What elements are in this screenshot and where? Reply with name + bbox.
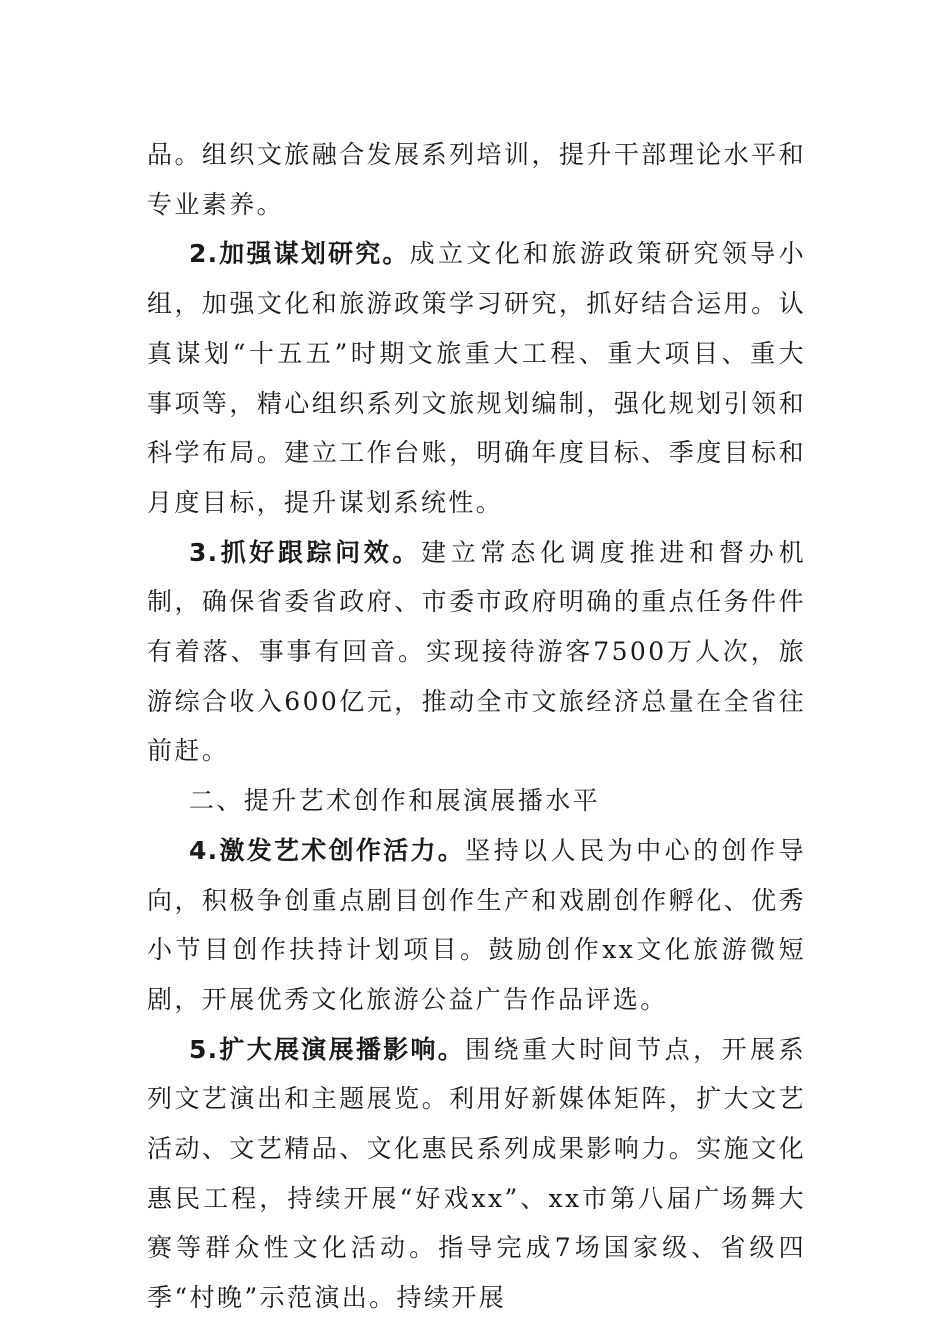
paragraph-heading: 4.激发艺术创作活力。 [189,835,466,865]
section-heading-text: 二、提升艺术创作和展演展播水平 [189,786,601,816]
paragraph-training [147,130,806,229]
paragraph-heading: 5.扩大展演展播影响。 [189,1034,466,1064]
paragraph-tracking [147,528,806,777]
paragraph-text: 坚持以人民为中心的创作导向，积极争创重点剧目创作生产和戏剧创作孵化、优秀小节目创作扶持计划项目。鼓励创作xx文化旅游微短剧，开展优秀文化旅游公益广告作品评选。 [147,835,806,1014]
paragraph-planning-research [147,229,806,527]
paragraph-text: 成立文化和旅游政策研究领导小组，加强文化和旅游政策学习研究，抓好结合运用。认真谋划“十五五”时期文旅重大工程、重大项目、重大事项等，精心组织系列文旅规划编制，强化规划引领和科学布局。建立工作台账，明确年度目标、季度目标和月度目标，提升谋划系统性。 [147,239,806,517]
paragraph-heading: 3.抓好跟踪问效。 [189,537,421,567]
paragraph-text: 品。组织文旅融合发展系列培训，提升干部理论水平和专业素养。 [147,140,806,219]
section-heading [147,776,806,826]
paragraph-art-creation [147,826,806,1025]
paragraph-text: 围绕重大时间节点，开展系列文艺演出和主题展览。利用好新媒体矩阵，扩大文艺活动、文艺精品、文化惠民系列成果影响力。实施文化惠民工程，持续开展“好戏xx”、xx市第八届广场舞大赛等群众性文化活动。指导完成7场国家级、省级四季“村晚”示范演出。持续开展 [147,1034,806,1313]
paragraph-performance [147,1025,806,1323]
paragraph-text: 建立常态化调度推进和督办机制，确保省委省政府、市委市政府明确的重点任务件件有着落、事事有回音。实现接待游客7500万人次，旅游综合收入600亿元，推动全市文旅经济总量在全省往前赶。 [147,537,806,766]
paragraph-heading: 2.加强谋划研究。 [189,239,410,269]
